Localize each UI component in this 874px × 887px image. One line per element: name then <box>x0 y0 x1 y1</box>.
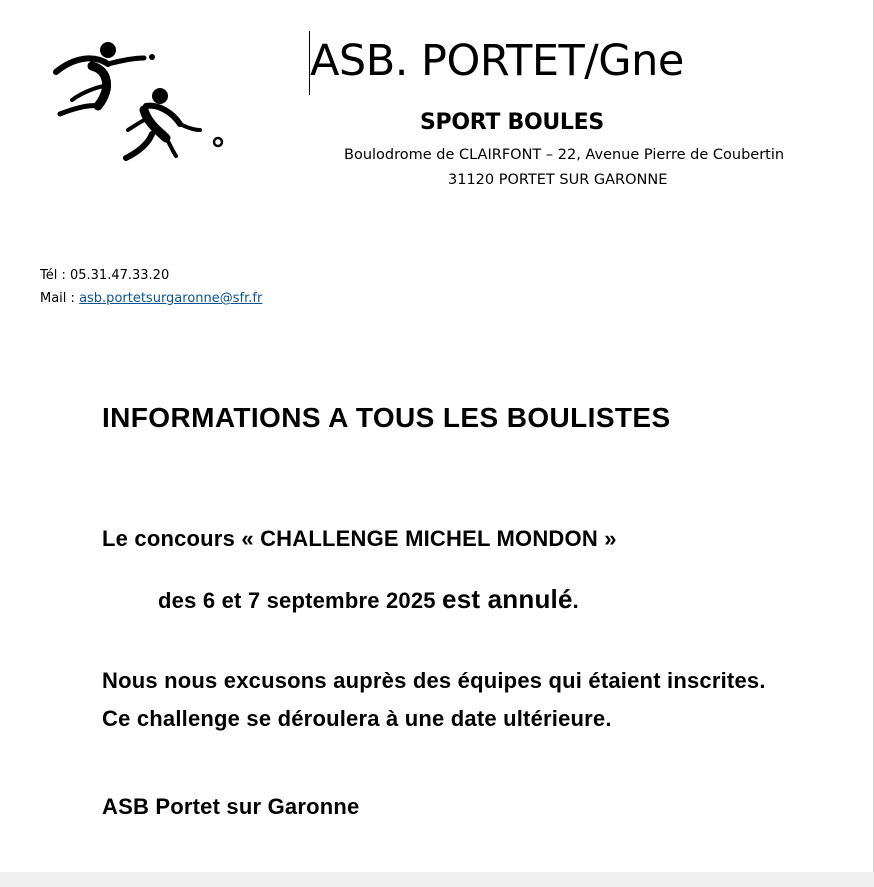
event-dates-text: des 6 et 7 septembre 2025 <box>158 588 443 613</box>
event-dates <box>158 584 579 615</box>
address-line1: Boulodrome de CLAIRFONT – 22, Avenue Pierre de Coubertin <box>344 147 785 163</box>
contact-block <box>40 264 262 310</box>
mail-label: Mail : <box>40 291 80 306</box>
mail-link[interactable]: asb.portetsurgaronne@sfr.fr <box>79 291 263 306</box>
signature: ASB Portet sur Garonne <box>102 794 360 819</box>
address-line2: 31120 PORTET SUR GARONNE <box>448 172 668 188</box>
mail-line <box>40 287 262 310</box>
period: . <box>572 588 579 613</box>
event-name: Le concours « CHALLENGE MICHEL MONDON » <box>102 526 617 551</box>
cancel-notice: est annulé <box>442 584 573 614</box>
petanque-players-icon <box>48 40 233 165</box>
notice-heading: INFORMATIONS A TOUS LES BOULISTES <box>102 402 671 433</box>
apology-paragraph: Nous nous excusons auprès des équipes qui étaient inscrites. Ce challenge se déroulera à une date ultérieure. <box>102 668 766 731</box>
phone-number: Tél : 05.31.47.33.20 <box>40 268 170 283</box>
club-title: ASB. PORTET/Gne <box>310 36 684 86</box>
club-subtitle: SPORT BOULES <box>420 110 604 135</box>
